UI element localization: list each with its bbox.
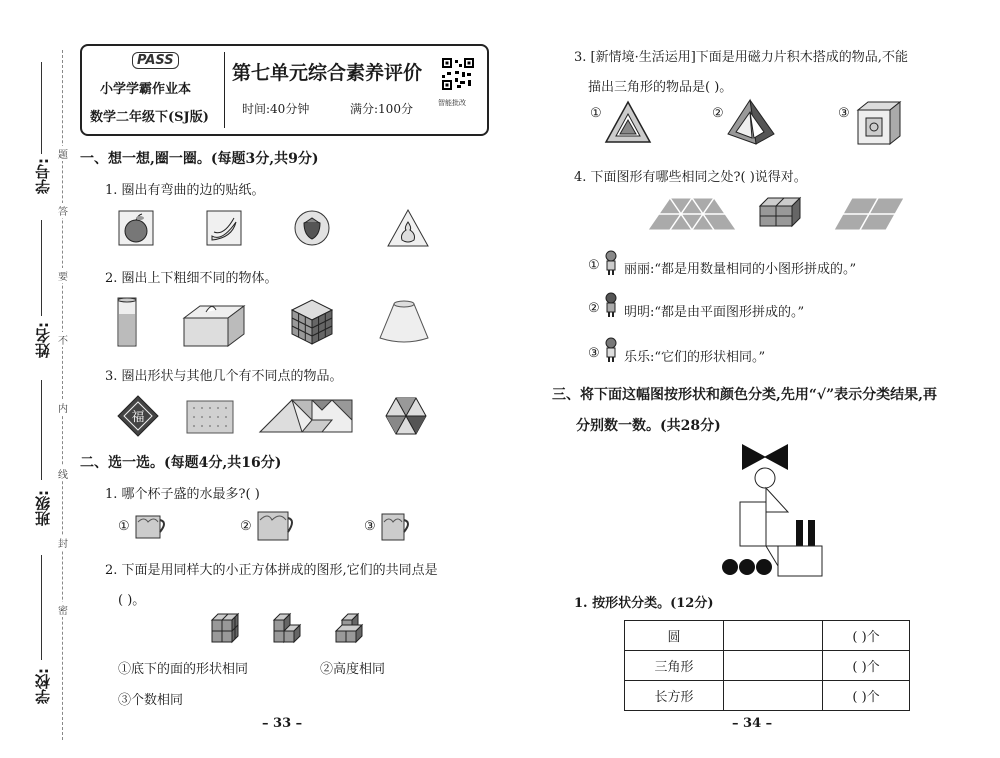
speaker-lili-text: 丽丽:“都是用数量相同的小图形拼成的。”	[624, 262, 857, 277]
trapezoid-triangles-figure[interactable]	[646, 196, 738, 232]
fu-diamond-object[interactable]	[116, 394, 160, 438]
header-divider	[224, 52, 225, 128]
cup-option-mark[interactable]: ③	[364, 519, 376, 534]
cup-option-mark[interactable]: ②	[240, 519, 252, 534]
magnet-triangle-1[interactable]	[604, 100, 652, 146]
seal-char: 不	[58, 332, 68, 347]
shape-robot-figure[interactable]	[720, 440, 830, 580]
speaker-mark-2[interactable]: ②	[588, 301, 600, 316]
question-2-2-line2: ( )。	[118, 593, 146, 608]
magnet-option-mark[interactable]: ②	[712, 106, 724, 121]
apple-sticker[interactable]	[118, 210, 154, 246]
table-count-cell[interactable]: ( )个	[823, 621, 910, 651]
table-check-cell[interactable]	[724, 681, 823, 711]
question-2-2-line1: 2. 下面是用同样大的小正方体拼成的图形,它们的共同点是	[105, 563, 438, 578]
table-row	[625, 621, 910, 651]
question-2-1: 1. 哪个杯子盛的水最多?( )	[105, 487, 260, 502]
seal-char: 答	[58, 203, 68, 218]
student-id-label: 学号:	[34, 158, 52, 194]
name-blank[interactable]	[41, 220, 42, 316]
series-name: 小学学霸作业本	[100, 82, 192, 97]
magnet-option-mark[interactable]: ①	[590, 106, 602, 121]
glass-object[interactable]	[116, 296, 138, 348]
header-box	[80, 44, 489, 136]
pear-sticker[interactable]	[386, 208, 430, 248]
cup-option-mark[interactable]: ①	[118, 519, 130, 534]
lampshade-object[interactable]	[378, 298, 430, 346]
table-shape-cell: 圆	[625, 621, 724, 651]
question-r4: 4. 下面图形有哪些相同之处?( )说得对。	[574, 170, 807, 185]
section-2-title: 二、选一选。(每题4分,共16分)	[80, 455, 282, 471]
page-number-left: – 33 –	[262, 716, 303, 731]
tangram-trapezoid-object[interactable]	[258, 398, 354, 434]
school-blank[interactable]	[41, 555, 42, 660]
table-row	[625, 681, 910, 711]
subquestion-3-1: 1. 按形状分类。(12分)	[574, 596, 714, 611]
table-check-cell[interactable]	[724, 651, 823, 681]
cube-figure-2[interactable]	[272, 612, 302, 644]
question-r3-line1: 3. [新情境·生活运用]下面是用磁力片积木搭成的物品,不能	[574, 50, 908, 65]
seal-char: 要	[58, 268, 68, 283]
seal-char: 内	[58, 400, 68, 415]
seal-char: 封	[58, 535, 68, 550]
magnet-pyramid-2[interactable]	[726, 98, 776, 146]
cuboid-figure[interactable]	[758, 196, 802, 228]
cup-3[interactable]	[380, 512, 414, 542]
school-label: 学校:	[34, 668, 52, 704]
seal-char: 题	[58, 146, 68, 161]
class-label: 班级:	[34, 490, 52, 526]
seal-char: 线	[58, 466, 68, 481]
cube-figure-1[interactable]	[210, 612, 240, 644]
girl-lili-icon	[604, 250, 618, 276]
banana-sticker[interactable]	[206, 210, 242, 246]
qr-caption: 智能批改	[438, 99, 466, 107]
question-1-1: 1. 圈出有弯曲的边的贴纸。	[105, 183, 265, 198]
classification-table	[624, 620, 910, 711]
question-1-3: 3. 圈出形状与其他几个有不同点的物品。	[105, 369, 343, 384]
rubik-cube-object[interactable]	[290, 298, 334, 346]
boy-mingming-icon	[604, 292, 618, 318]
magnet-option-mark[interactable]: ③	[838, 106, 850, 121]
table-check-cell[interactable]	[724, 621, 823, 651]
student-id-blank[interactable]	[41, 62, 42, 154]
speaker-mingming-text: 明明:“都是由平面图形拼成的。”	[624, 305, 805, 320]
parallelogram-figure[interactable]	[832, 196, 906, 232]
speaker-mark-3[interactable]: ③	[588, 346, 600, 361]
seal-char: 密	[58, 602, 68, 617]
table-shape-cell: 长方形	[625, 681, 724, 711]
table-count-cell[interactable]: ( )个	[823, 681, 910, 711]
class-blank[interactable]	[41, 380, 42, 480]
option-1[interactable]: ①底下的面的形状相同	[118, 662, 249, 677]
svg-text:福: 福	[131, 410, 145, 425]
pass-logo: PASS	[132, 52, 179, 69]
subject-name: 数学二年级下(SJ版)	[90, 110, 209, 125]
table-row	[625, 651, 910, 681]
hexagon-object[interactable]	[384, 396, 428, 436]
cube-figure-3[interactable]	[334, 612, 364, 644]
page-title: 第七单元综合素养评价	[232, 62, 423, 84]
table-count-cell[interactable]: ( )个	[823, 651, 910, 681]
option-2[interactable]: ②高度相同	[320, 662, 386, 677]
dotted-rectangle-object[interactable]	[186, 400, 234, 434]
option-3[interactable]: ③个数相同	[118, 693, 184, 708]
section-3-title-line1: 三、将下面这幅图按形状和颜色分类,先用“√”表示分类结果,再	[552, 387, 938, 403]
cup-1[interactable]	[134, 512, 168, 542]
qr-code-icon[interactable]	[442, 58, 474, 90]
speaker-mark-1[interactable]: ①	[588, 258, 600, 273]
speaker-lele-text: 乐乐:“它们的形状相同。”	[624, 350, 766, 365]
table-shape-cell: 三角形	[625, 651, 724, 681]
page-number-right: – 34 –	[732, 716, 773, 731]
magnet-cube-3[interactable]	[854, 100, 902, 148]
time-limit: 时间:40分钟	[242, 102, 310, 116]
section-3-title-line2: 分别数一数。(共28分)	[576, 418, 721, 434]
girl-lele-icon	[604, 337, 618, 363]
strawberry-sticker[interactable]	[294, 210, 330, 246]
tissue-box-object[interactable]	[182, 300, 246, 348]
cup-2[interactable]	[256, 508, 296, 544]
full-score: 满分:100分	[350, 102, 413, 116]
name-label: 姓名:	[34, 322, 52, 358]
question-r3-line2: 描出三角形的物品是( )。	[588, 80, 733, 95]
section-1-title: 一、想一想,圈一圈。(每题3分,共9分)	[80, 151, 319, 167]
question-1-2: 2. 圈出上下粗细不同的物体。	[105, 271, 278, 286]
